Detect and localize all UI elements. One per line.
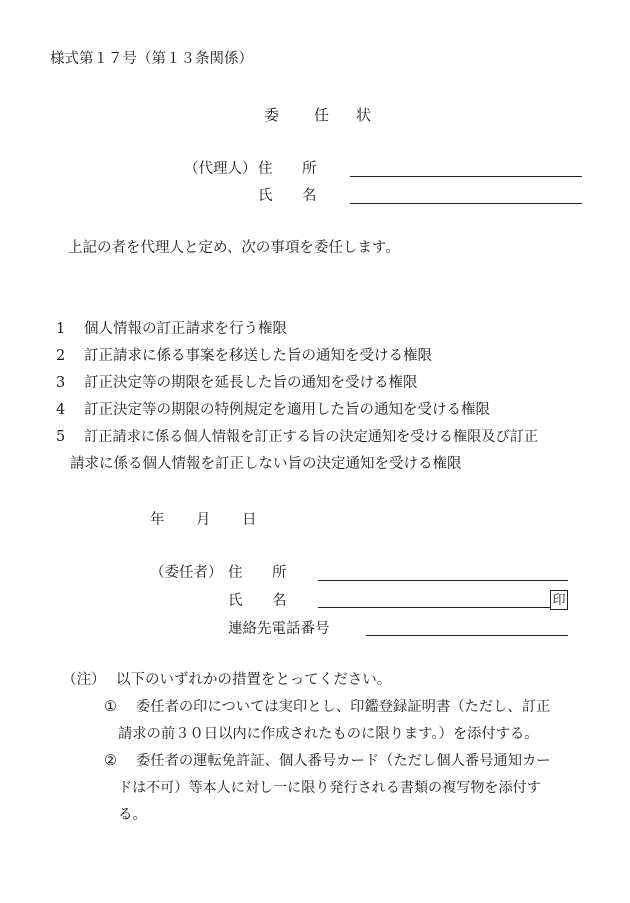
item-text: 訂正決定等の期限の特例規定を適用した旨の通知を受ける権限	[84, 402, 490, 418]
title-char-3: 状	[356, 106, 372, 124]
agent-address-label-1: 住	[258, 161, 273, 177]
title-char-2: 任	[314, 106, 330, 124]
note-item-text-continued: ドは不可）等本人に対し一に限り発行される書類の複写物を添付す	[118, 780, 541, 796]
note-item-mark: ②	[104, 753, 117, 769]
note-item-text-continued: 請求の前３０日以内に作成されたものに限ります。）を添付する。	[118, 726, 539, 742]
date-year-label: 年	[150, 512, 165, 528]
date-day-label: 日	[242, 512, 257, 528]
note-item-text: 委任者の印については実印とし、印鑑登録証明書（ただし、訂正	[136, 699, 551, 715]
item-number: 1	[56, 321, 66, 337]
agent-address-label-2: 所	[302, 161, 317, 177]
item-number: 5	[56, 429, 66, 445]
note-label: （注）	[62, 672, 106, 688]
seal-box: 印	[550, 590, 568, 610]
item-text: 訂正請求に係る個人情報を訂正する旨の決定通知を受ける権限及び訂正	[84, 429, 539, 445]
principal-label: （委任者）	[150, 565, 223, 581]
principal-address-label-1: 住	[228, 565, 243, 581]
principal-phone-label: 連絡先電話番号	[228, 621, 330, 637]
principal-phone-field[interactable]	[366, 635, 568, 636]
item-text: 個人情報の訂正請求を行う権限	[84, 321, 287, 337]
principal-name-field[interactable]	[318, 607, 550, 608]
principal-name-label-2: 名	[272, 593, 287, 609]
agent-name-field[interactable]	[350, 203, 582, 204]
agent-name-label-2: 名	[302, 188, 317, 204]
intro-text: 上記の者を代理人と定め、次の事項を委任します。	[68, 240, 400, 256]
item-text: 訂正決定等の期限を延長した旨の通知を受ける権限	[84, 375, 418, 391]
agent-label: （代理人）	[184, 161, 257, 177]
principal-name-label-1: 氏	[228, 593, 243, 609]
principal-address-field[interactable]	[318, 580, 568, 581]
note-item-text-continued: る。	[118, 807, 147, 823]
item-number: 4	[56, 402, 66, 418]
principal-address-label-2: 所	[272, 565, 287, 581]
note-item-text: 委任者の運転免許証、個人番号カード（ただし個人番号通知カー	[136, 753, 551, 769]
date-month-label: 月	[196, 512, 211, 528]
agent-address-field[interactable]	[350, 176, 582, 177]
item-number: 2	[56, 348, 66, 364]
title-char-1: 委	[264, 106, 280, 124]
note-intro: 以下のいずれかの措置をとってください。	[116, 672, 392, 688]
item-text: 訂正請求に係る事案を移送した旨の通知を受ける権限	[84, 348, 432, 364]
note-item-mark: ①	[104, 699, 117, 715]
item-number: 3	[56, 375, 66, 391]
form-number: 様式第１７号（第１３条関係）	[50, 51, 253, 67]
item-text-continued: 請求に係る個人情報を訂正しない旨の決定通知を受ける権限	[70, 456, 462, 472]
agent-name-label-1: 氏	[258, 188, 273, 204]
